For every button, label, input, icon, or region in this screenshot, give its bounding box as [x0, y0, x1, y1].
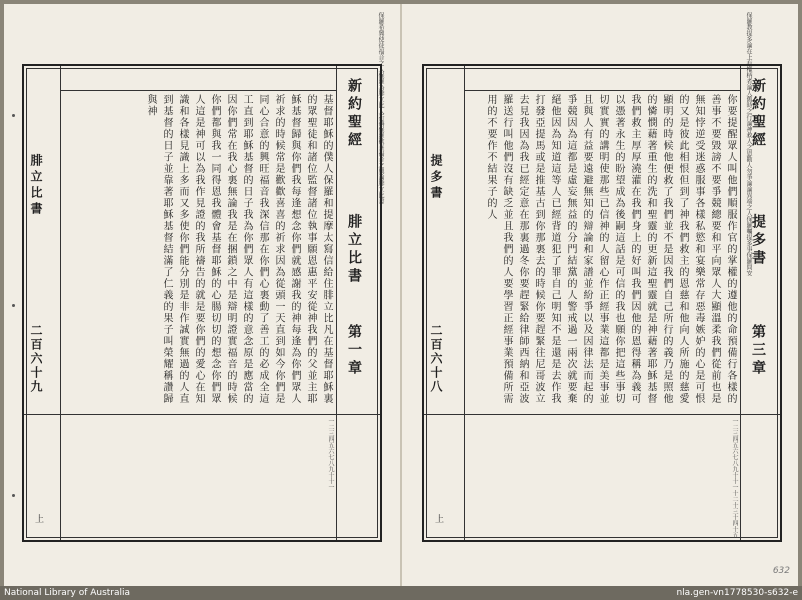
library-credit: National Library of Australia — [4, 588, 131, 598]
right-header-book: 新約聖經 — [750, 78, 766, 150]
left-header-chapter: 第一章 — [346, 324, 362, 378]
left-page-number: 二百六十九 — [29, 324, 43, 394]
footnote-rule — [424, 414, 780, 415]
right-header-chapter: 第三章 — [750, 324, 766, 378]
footer-bar — [0, 586, 802, 600]
left-header-title: 腓立比書 — [346, 214, 362, 286]
right-header-title: 提多書 — [750, 214, 766, 268]
left-page-mark: 上 — [33, 514, 43, 523]
book-spread — [4, 4, 798, 586]
left-bottom-notes: 一 二 三 四 五 六 七 八 九 十 十一 — [327, 418, 334, 490]
binding-stitch — [12, 304, 15, 307]
header-divider — [336, 66, 337, 540]
left-top-notes: 保羅希冀使徒 福音之人 保羅為腓立比人 祈禱 保羅歡喜 福音之興 論腓立比書 — [377, 12, 384, 204]
margin-divider — [60, 66, 61, 540]
binding-stitch — [12, 494, 15, 497]
margin-divider — [464, 66, 465, 540]
pencil-annotation: 632 — [772, 566, 790, 576]
left-body-text: 基督耶穌的僕人保羅和提摩太寫信給住腓立比凡在基督耶穌裏的眾聖徒和諸位監督諸位執事願恩惠平安從神我們的父並主耶穌基督歸與你們我每逢想念你們就感謝我的神每逢為你們眾人祈求的時候常是歡歡喜喜的祈求因為從頭一天直到如今你們是同心合意的興旺福音我深信那在你們心裏動了善工的必成全這工直到耶穌基督的日子我為你們眾人有這樣的意念原是應當的因你們常在我心裏無論我是在捆鎖之中是辯明證實福音的時候你們都與我一同得恩我體會基督耶穌的心腸切切的想念你們眾人這是神可以為我作見證的我所禱告的就是要你們的愛心在知識和各樣見識上多而又多使你們能分別是非作誠實無過的人直到基督的日子並靠著耶穌基督結滿了仁義的果子叫榮耀稱讚歸與神 — [145, 94, 332, 405]
right-running-title: 提多書 — [429, 154, 443, 202]
right-page — [402, 4, 798, 586]
item-identifier: nla.gen-vn1778530-s632-e — [676, 588, 798, 598]
right-top-notes: 保羅教提多論在上有權柄者 論人舊時之行 論神救人之恩 勸人勿爭論 論異端之人 保羅囑提多事 保羅問安 — [745, 12, 752, 276]
right-page-number: 二百六十八 — [429, 324, 443, 394]
header-divider — [740, 66, 741, 540]
right-body-text: 你要提醒眾人叫他們順服作官的掌權的遵他的命預備行各樣的善事不要毀謗不要爭競總要和平向眾人大顯溫柔我們從前也是無知悖逆受迷惑服事各樣私慾和宴樂常存惡毒嫉妒的心是可恨的又是彼此相恨但到了神我們救主的恩慈和他向人所施的慈愛顯明的時候他便救了我們並不是因我們自己所行的義乃是照他的憐憫藉著重生的洗和聖靈的更新這聖靈就是神藉著耶穌基督我們救主厚厚澆灌在我們身上的好叫我們因他的恩得稱為義可以憑著永生的盼望成為後嗣這話是可信的我也願你把這些事切切實實的講明使那些已信神的人留心作正經事業這都是美事並且與人有益要遠避無知的辯論和家譜並紛爭以及因律法而起的爭競因為這都是虛妄無益的分門結黨的人警戒過一兩次就要棄絕他因為知道這等人已經背道犯了罪自己明知不是還是去作我打發亞提馬或是推基古到你那裏去的時候你要趕緊往尼哥波立去見我因為我已經定意在那裏過冬你要趕緊給律師西納和亞波羅送行叫他們沒有缺乏並且我們的人要學習正經事業預備所需用的不要作不結果子的人 — [485, 94, 736, 405]
right-page-mark: 上 — [433, 514, 443, 523]
verse-number-rule — [60, 90, 336, 91]
left-running-title: 腓立比書 — [29, 154, 43, 218]
footnote-rule — [24, 414, 380, 415]
verse-number-rule — [464, 90, 740, 91]
right-bottom-notes: 一 二 三 四 五 六 七 八 九 十 十一 十二 十三 十四 十五 — [731, 418, 738, 538]
left-page — [4, 4, 400, 586]
left-header-book: 新約聖經 — [346, 78, 362, 150]
binding-stitch — [12, 114, 15, 117]
